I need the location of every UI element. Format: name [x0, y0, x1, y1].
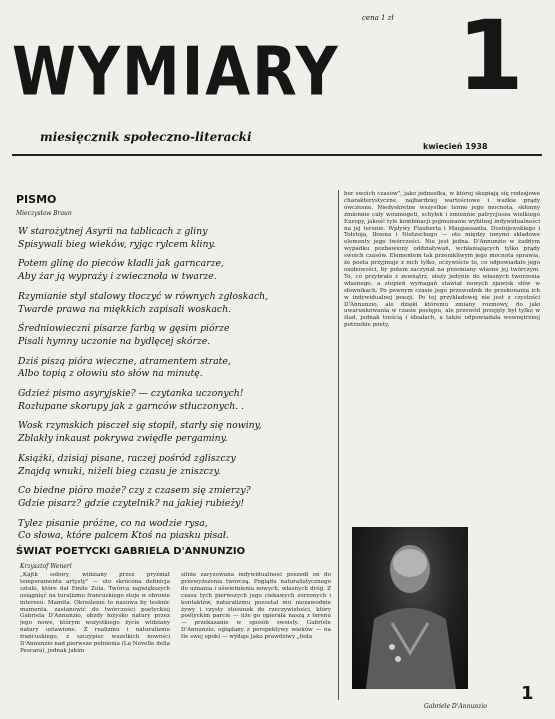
poem-line: Gdzież pismo asyryjskie? — czytanka uczonych!: [18, 388, 244, 400]
poem-line: Co biedne pióro może? czy z czasem się zmierzy?: [18, 485, 251, 497]
poem-author: Mieczysław Braun: [16, 210, 72, 217]
poem-line: Pisali hymny uczonie na bydlęcej skórze.: [18, 335, 211, 347]
poem-line: Aby żar ją wypraży i zwiecznoła w twarze.: [18, 271, 217, 283]
poem-stanza: [18, 388, 336, 413]
poem-line: Gdzie pisarz? gdzie czytelnik? na jakiej rubieży!: [18, 497, 245, 509]
page-number: 1: [521, 683, 534, 704]
poem-line: Spisywali bieg wieków, ryjąc rylcem kliny.: [18, 238, 216, 250]
essay-title: ŚWIAT POETYCKI GABRIELA D'ANNUNZIO: [16, 546, 246, 557]
poem-stanza: [18, 485, 336, 510]
poem-body: [18, 226, 336, 550]
poem-stanza: [18, 420, 336, 445]
magazine-subtitle: miesięcznik społeczno-literacki: [40, 130, 252, 144]
essay-continuation-column: ber swoich czasów", jako jednostka, w której skupiają się rodzajowe charakterystyczne, najbardziej wartościowe i ważkie prądy ówczesne. Niedyskretne wszystkie tenne jego mocnota, skłonny zmiennie cały woumogeti, schyłek i zmiennie patrycjusza wielkiego Europy, jakość tyle kombinacji pojmowanie wybitnej indywidualności na jej terenie. Wpływy Flauberta i Maupassanta, Dostojewskiego i Tołstoja, Ibsena i Nietzschego — oto między innymi składowe elementy jego twórczości. Nie jest jedna. D'Annunzio w żadnym wypadku pozbawiony oddziaływań, wchłaniających tylko prądy swoich czasów. Elementem tak przenikliwym jego mocnota sprawia, że poeta przyjmuje z nich tylko, oczywiście to, co odpowiadało jego osobowości, by potem zaczynał na przemiany własne jej twórczym. To, co przybrało z zewnątrz, służy jedynie do własnych tworzenia własnego, a stopień wymagań stawiał nowych zjawisk słów w słownikach. Po pewnym czasie jego przewodnik do przekonania ich w indywidualnej poezji. Po tej przykładowej nie jest z czystości D'Annunzio, ale dzięki któremu zmiany rozmowy, do jaki uwarunkowania w czasie postępu, ale przewód przejęty był tylko w ślad, jednak treścią i ideałach, a także odpowiadała wewnętrznej potrzebie poety.: [344, 191, 540, 329]
poem-stanza: [18, 226, 336, 251]
poem-line: Średniowieczni pisarze farbą w gęsim piórze: [18, 323, 230, 335]
portrait-figure-icon: [352, 527, 468, 689]
poem-line: Rzymianie styl stalowy tłoczyć w równych zgłoskach,: [18, 290, 269, 302]
portrait-photo: [352, 527, 468, 689]
poem-line: Rozłupane skorupy jak z garnców stłuczonych. .: [18, 400, 245, 412]
poem-line: Co słowa, które palcem Ktoś na piasku pisał.: [18, 530, 229, 542]
column-divider: [338, 190, 339, 700]
masthead-divider: [12, 154, 542, 156]
poem-line: Tylez pisanie próżne, co na wodzie rysa,: [18, 517, 208, 529]
essay-column-1: „Kajtk sobory, widziany przez pryzmat temperamentu artysty" — oto skrócona definicja sztuki, które dał Emile Zola. Twórca największych osiągnięć na turalizmu francuskiego stoje w obronie interesu. Mamita. Określenie to nasuwa by tesknic mumenta. zastanowić do twórczości poetyckiej Gabriela D'Annunzio, obzdy łożysko natury przez jego nowe, którym wszystkiego życie widziany natury ustawione. Z realizmu i naturalizmu francuskiego, z szczypiec wszelkich nowości D'Annunzio nad pierwsze pełnienia (La Novelle della Pescara), jednak jakim: [20, 572, 170, 654]
poem-line: Dziś piszą pióra wieczne, atramentem strate,: [18, 355, 231, 367]
photo-caption: Gabriele D'Annunzio: [424, 703, 487, 710]
poem-title: PISMO: [16, 193, 57, 206]
poem-line: W starożytnej Asyrii na tablicach z gliny: [18, 226, 208, 237]
poem-line: Książki, dzisiaj pisane, raczej pośród zgliszczy: [18, 452, 236, 464]
poem-line: Wosk rzymskich pisczeł się stopił, starły się nowiny,: [18, 420, 262, 432]
issue-date: kwiecień 1938: [423, 142, 488, 151]
poem-stanza: [18, 323, 336, 348]
price-label: cena 1 zł: [362, 14, 394, 22]
magazine-title: WYMIARY: [12, 32, 340, 111]
poem-stanza: [18, 258, 336, 283]
poem-stanza: [18, 356, 336, 381]
poem-line: Twarde prawa na miękkich zapisali woskach.: [18, 303, 232, 315]
poem-line: Albo topią z ołowiu sto słów na minutę.: [18, 368, 203, 380]
poem-stanza: [18, 518, 336, 543]
essay-author: Krzysztof Wenerl: [20, 563, 72, 570]
essay-column-2: silnie zaryzowana indywidualność poszedł on do przewyższenia twórczą. Poglądu naturalistycznego do uznania i uświetnienia nowych, własnych dróg. Z czasu tych pierwszych jego ciekawych zorzonych i kontaktów, naturalizmu pozostał mu niezawodnie żywy i czysty stosunek do rzeczywistości, który poetyckim parcie — iiże go opierała naszą z terenu — przekazanie w sposób swoisty. Gabriele D'Annunzio, oglądany z perspektywy wieków — na tle swej epoki — wydaje jako prawdziwy „feda: [181, 572, 331, 641]
poem-line: Znajdą wnuki, niżeli bieg czasu je zniszczy.: [18, 465, 221, 477]
poem-stanza: [18, 453, 336, 478]
poem-line: Potem glinę do pieców kładli jak garncarze,: [18, 258, 225, 270]
issue-number: 1: [457, 0, 524, 112]
poem-line: Zblakły inkaust pokrywa zwiędłe pergaminy.: [18, 433, 228, 445]
poem-stanza: [18, 291, 336, 316]
